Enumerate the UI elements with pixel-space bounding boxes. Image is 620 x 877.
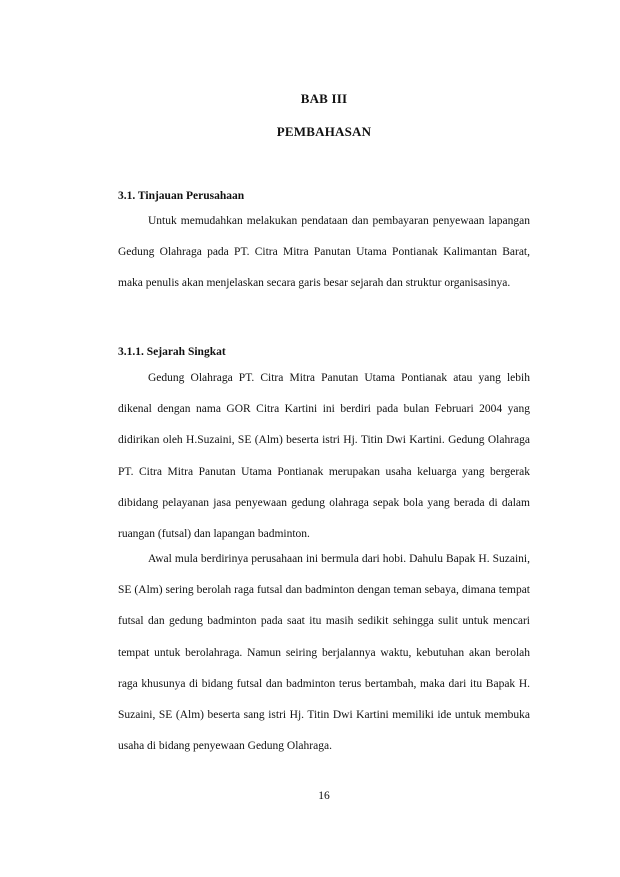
subsection-paragraph-2: Awal mula berdirinya perusahaan ini bermula dari hobi. Dahulu Bapak H. Suzaini, SE (Alm) sering berolah raga futsal dan badminton dengan teman sebaya, dimana tempat futsal dan gedung badminton pada saat itu masih sedikit sehingga sulit untuk mencari tempat untuk berolahraga. Namun seiring berjalannya waktu, kebutuhan akan berolah raga khusunya di bidang futsal dan badminton terus bertambah, maka dari itu Bapak H. Suzaini, SE (Alm) beserta sang istri Hj. Titin Dwi Kartini memiliki ide untuk membuka usaha di bidang penyewaan Gedung Olahraga. <box>118 553 530 753</box>
subsection-paragraph-1: Gedung Olahraga PT. Citra Mitra Panutan Utama Pontianak atau yang lebih dikenal dengan nama GOR Citra Kartini ini berdiri pada bulan Februari 2004 yang didirikan oleh H.Suzaini, SE (Alm) beserta istri Hj. Titin Dwi Kartini. Gedung Olahraga PT. Citra Mitra Panutan Utama Pontianak merupakan usaha keluarga yang bergerak dibidang pelayanan jasa penyewaan gedung olahraga sepak bola yang berada di dalam ruangan (futsal) dan lapangan badminton. <box>118 372 530 541</box>
section-paragraph: Untuk memudahkan melakukan pendataan dan pembayaran penyewaan lapangan Gedung Olahraga pada PT. Citra Mitra Panutan Utama Pontianak Kalimantan Barat, maka penulis akan menjelaskan secara garis besar sejarah dan struktur organisasinya. <box>118 215 530 290</box>
page-number: 16 <box>318 790 330 802</box>
chapter-title: PEMBAHASAN <box>276 124 372 139</box>
chapter-number: BAB III <box>300 91 348 106</box>
subsection-heading: 3.1.1. Sejarah Singkat <box>118 346 226 358</box>
section-heading: 3.1. Tinjauan Perusahaan <box>118 190 245 202</box>
